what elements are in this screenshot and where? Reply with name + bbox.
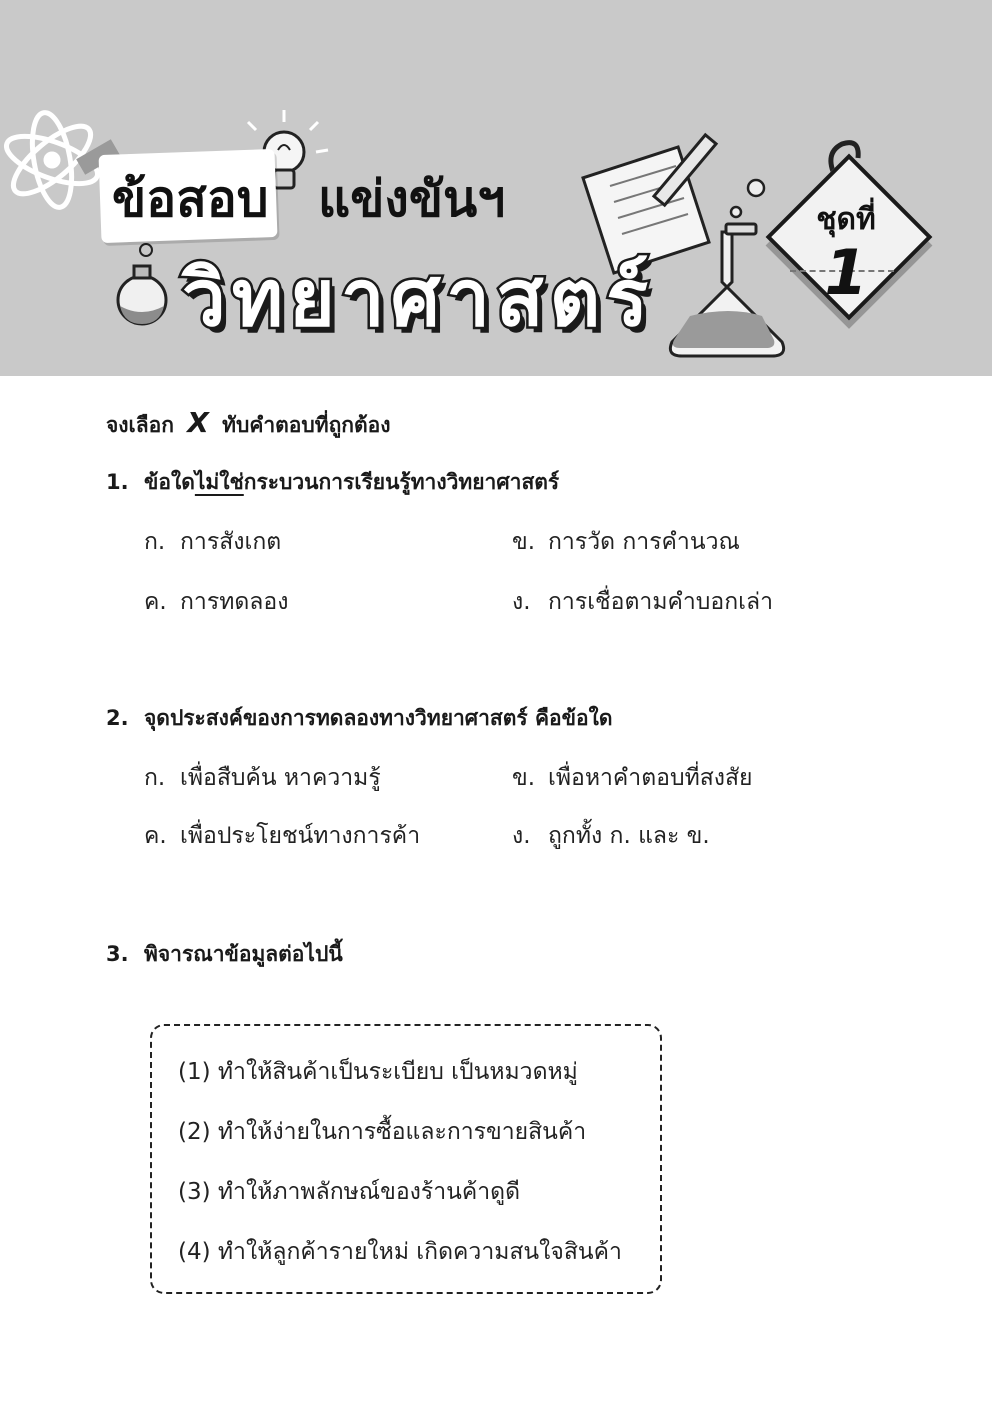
question-number: 1. — [106, 470, 129, 494]
question-1 — [106, 466, 559, 499]
info-item-3: (3) ทำให้ภาพลักษณ์ของร้านค้าดูดี — [178, 1179, 521, 1205]
x-mark: X — [187, 406, 209, 439]
question-text: จุดประสงค์ของการทดลองทางวิทยาศาสตร์ คือข้อใด — [144, 706, 613, 730]
option-label: ก. — [144, 529, 166, 555]
info-item-1: (1) ทำให้สินค้าเป็นระเบียบ เป็นหมวดหมู่ — [178, 1059, 578, 1085]
option-text: การเชื่อตามคำบอกเล่า — [548, 589, 774, 615]
option-label: ค. — [144, 823, 167, 849]
option-label: ค. — [144, 589, 167, 615]
set-number: 1 — [824, 236, 868, 309]
q1-option-d[interactable] — [512, 584, 773, 620]
info-item-2: (2) ทำให้ง่ายในการซื้อและการขายสินค้า — [178, 1119, 587, 1145]
q1-option-c[interactable] — [144, 584, 288, 620]
option-label: ก. — [144, 765, 166, 791]
q2-option-c[interactable] — [144, 818, 420, 854]
q2-option-d[interactable] — [512, 818, 710, 854]
q2-option-b[interactable] — [512, 760, 753, 796]
q2-option-a[interactable] — [144, 760, 381, 796]
question-text-after: กระบวนการเรียนรู้ทางวิทยาศาสตร์ — [243, 470, 560, 494]
title-subject: วิทยาศาสตร์ — [182, 254, 655, 344]
potion-flask-icon — [118, 244, 166, 324]
question-number: 2. — [106, 706, 129, 730]
option-text: เพื่อประโยชน์ทางการค้า — [180, 823, 421, 849]
option-label: ข. — [512, 765, 536, 791]
title-part2: แข่งขันฯ — [318, 170, 506, 228]
option-text: ถูกทั้ง ก. และ ข. — [548, 823, 710, 849]
q1-option-b[interactable] — [512, 524, 740, 560]
question-text-underlined: ไม่ใช่ — [194, 470, 244, 494]
header-banner — [0, 0, 992, 376]
set-label: ชุดที่ — [816, 202, 876, 237]
title-part1: ข้อสอบ — [112, 170, 269, 228]
q1-option-a[interactable] — [144, 524, 281, 560]
question-text-before: ข้อใด — [144, 470, 195, 494]
option-text: เพื่อหาคำตอบที่สงสัย — [548, 765, 753, 791]
instruction-after: ทับคำตอบที่ถูกต้อง — [222, 413, 391, 437]
option-text: การวัด การคำนวณ — [548, 529, 740, 555]
option-label: ง. — [512, 589, 531, 615]
instruction — [106, 406, 391, 442]
option-text: การทดลอง — [180, 589, 289, 615]
question-number: 3. — [106, 942, 129, 966]
question-3 — [106, 938, 343, 971]
option-text: การสังเกต — [180, 529, 282, 555]
bubbles-icon — [731, 180, 764, 217]
question-2 — [106, 702, 612, 735]
option-text: เพื่อสืบค้น หาความรู้ — [180, 765, 381, 791]
option-label: ข. — [512, 529, 536, 555]
instruction-before: จงเลือก — [106, 413, 174, 437]
question-text: พิจารณาข้อมูลต่อไปนี้ — [144, 942, 343, 966]
option-label: ง. — [512, 823, 531, 849]
info-item-4: (4) ทำให้ลูกค้ารายใหม่ เกิดความสนใจสินค้า — [178, 1239, 622, 1265]
